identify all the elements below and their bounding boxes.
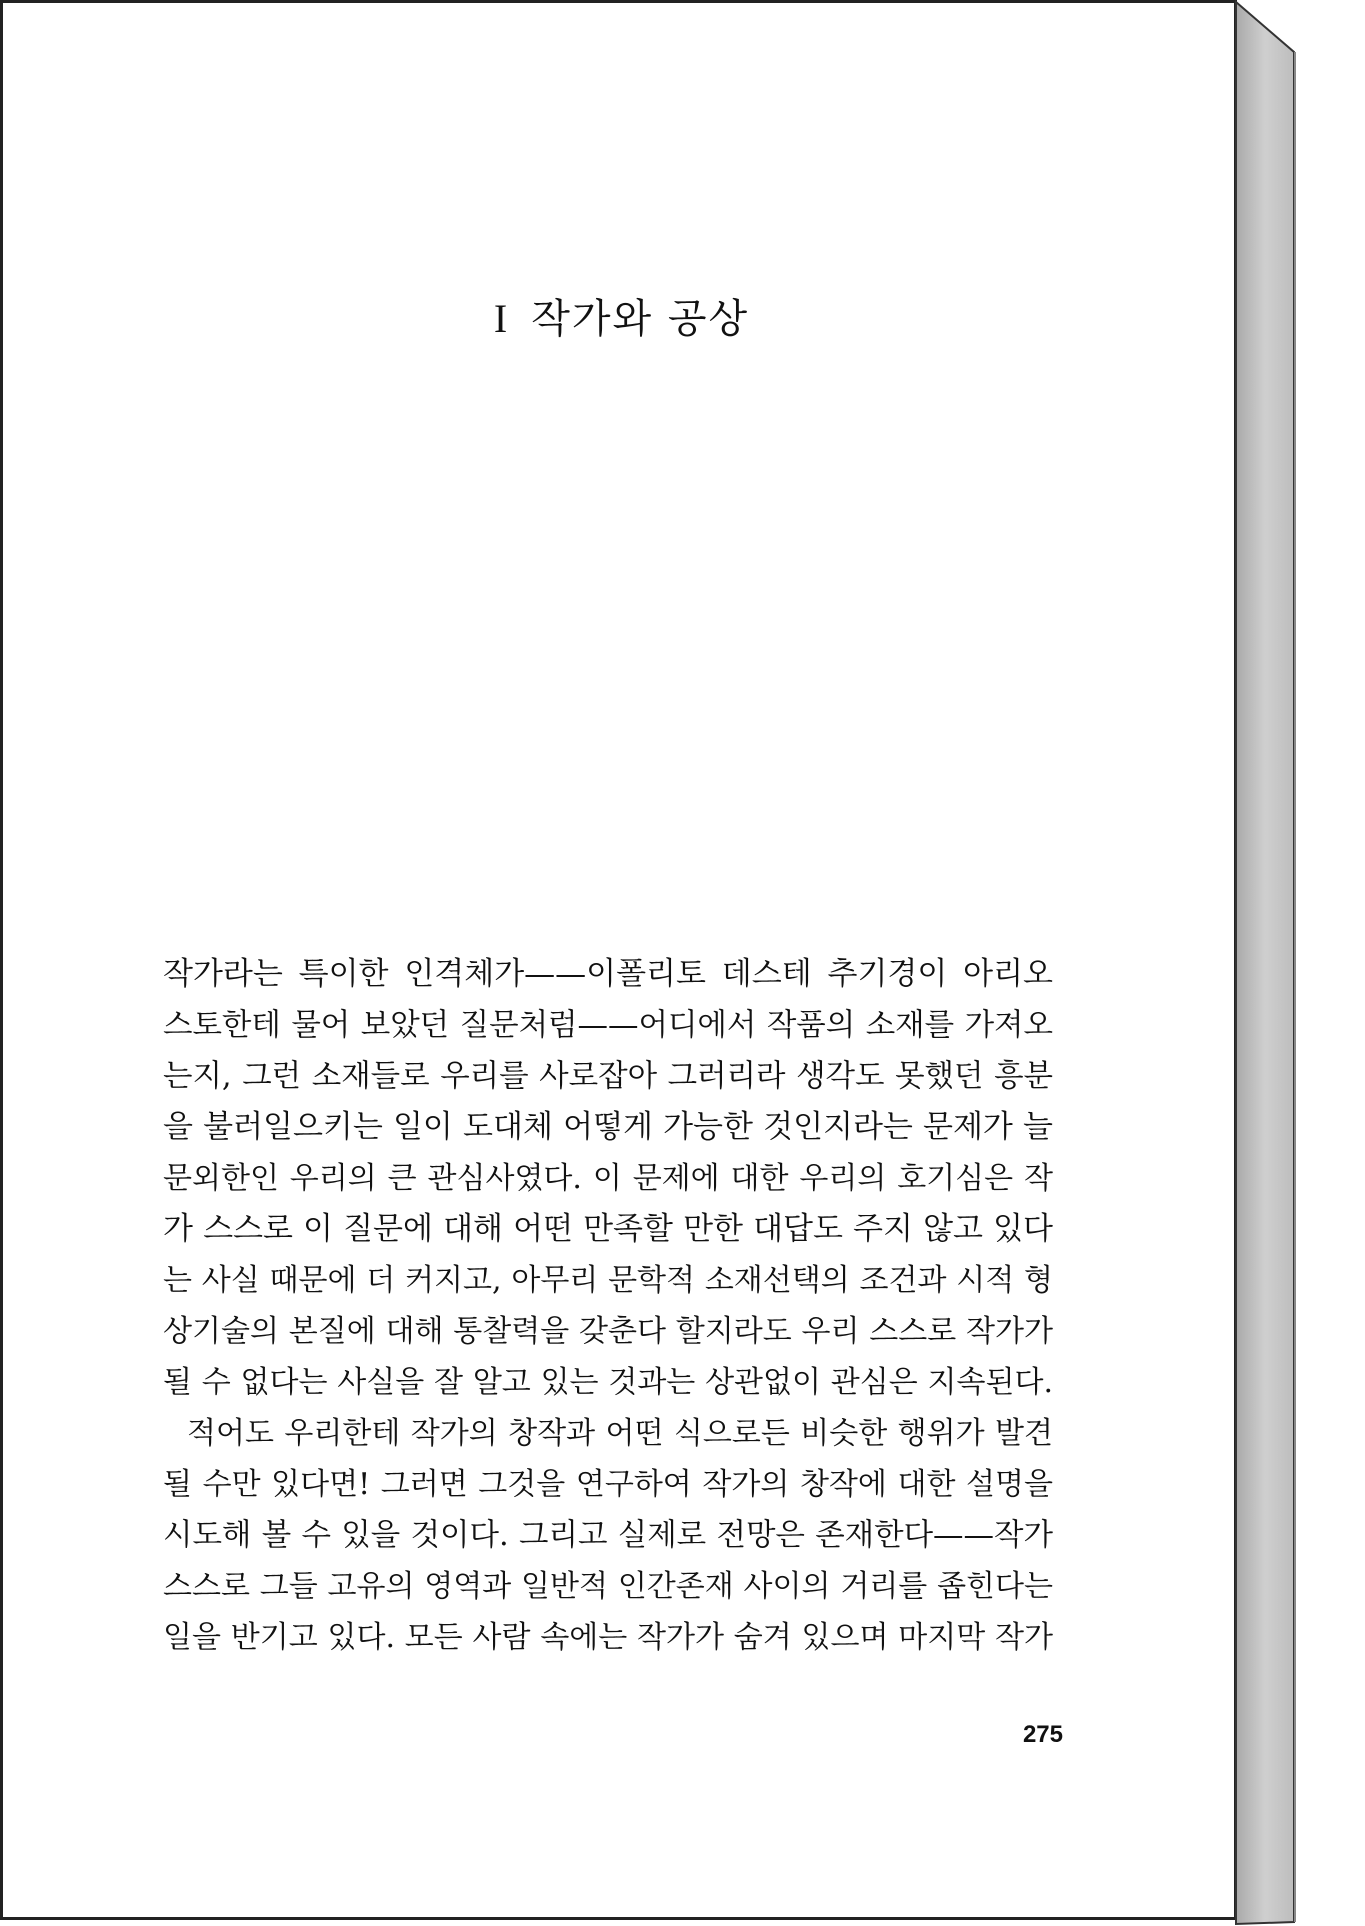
text-line: 적어도 우리한테 작가의 창작과 어떤 식으로든 비슷한 행위가 발견 — [187, 1416, 1053, 1451]
text-line: 는지, 그런 소재들로 우리를 사로잡아 그러리라 생각도 못했던 흥분 — [163, 1059, 1053, 1094]
chapter-numeral: I — [493, 296, 510, 341]
chapter-heading — [3, 287, 1240, 344]
text-line: 작가라는 특이한 인격체가——이폴리토 데스테 추기경이 아리오 — [163, 956, 1053, 992]
text-line: 는 사실 때문에 더 커지고, 아무리 문학적 소재선택의 조건과 시적 형 — [163, 1263, 1053, 1298]
text-line: 상기술의 본질에 대해 통찰력을 갖춘다 할지라도 우리 스스로 작가가 — [163, 1314, 1053, 1349]
text-line: 가 스스로 이 질문에 대해 어떤 만족할 만한 대답도 주지 않고 있다 — [163, 1211, 1053, 1247]
chapter-title: 작가와 공상 — [531, 296, 750, 342]
text-line: 일을 반기고 있다. 모든 사람 속에는 작가가 숨겨 있으며 마지막 작가 — [163, 1620, 1053, 1655]
book-edge-thickness — [1234, 0, 1365, 1926]
book-edge-graphic — [1234, 0, 1365, 1926]
text-line: 될 수만 있다면! 그러면 그것을 연구하여 작가의 창작에 대한 설명을 — [163, 1467, 1053, 1502]
body-text — [163, 949, 1053, 1663]
text-line: 스스로 그들 고유의 영역과 일반적 인간존재 사이의 거리를 좁힌다는 — [163, 1569, 1053, 1604]
text-line: 될 수 없다는 사실을 잘 알고 있는 것과는 상관없이 관심은 지속된다. — [163, 1365, 1053, 1400]
text-line: 스토한테 물어 보았던 질문처럼——어디에서 작품의 소재를 가져오 — [163, 1008, 1053, 1043]
page-number: 275 — [1022, 1721, 1063, 1748]
text-line: 시도해 볼 수 있을 것이다. 그리고 실제로 전망은 존재한다——작가 — [163, 1518, 1053, 1553]
text-line: 을 불러일으키는 일이 도대체 어떻게 가능한 것인지라는 문제가 늘 — [163, 1109, 1053, 1145]
text-line: 문외한인 우리의 큰 관심사였다. 이 문제에 대한 우리의 호기심은 작 — [163, 1161, 1053, 1196]
